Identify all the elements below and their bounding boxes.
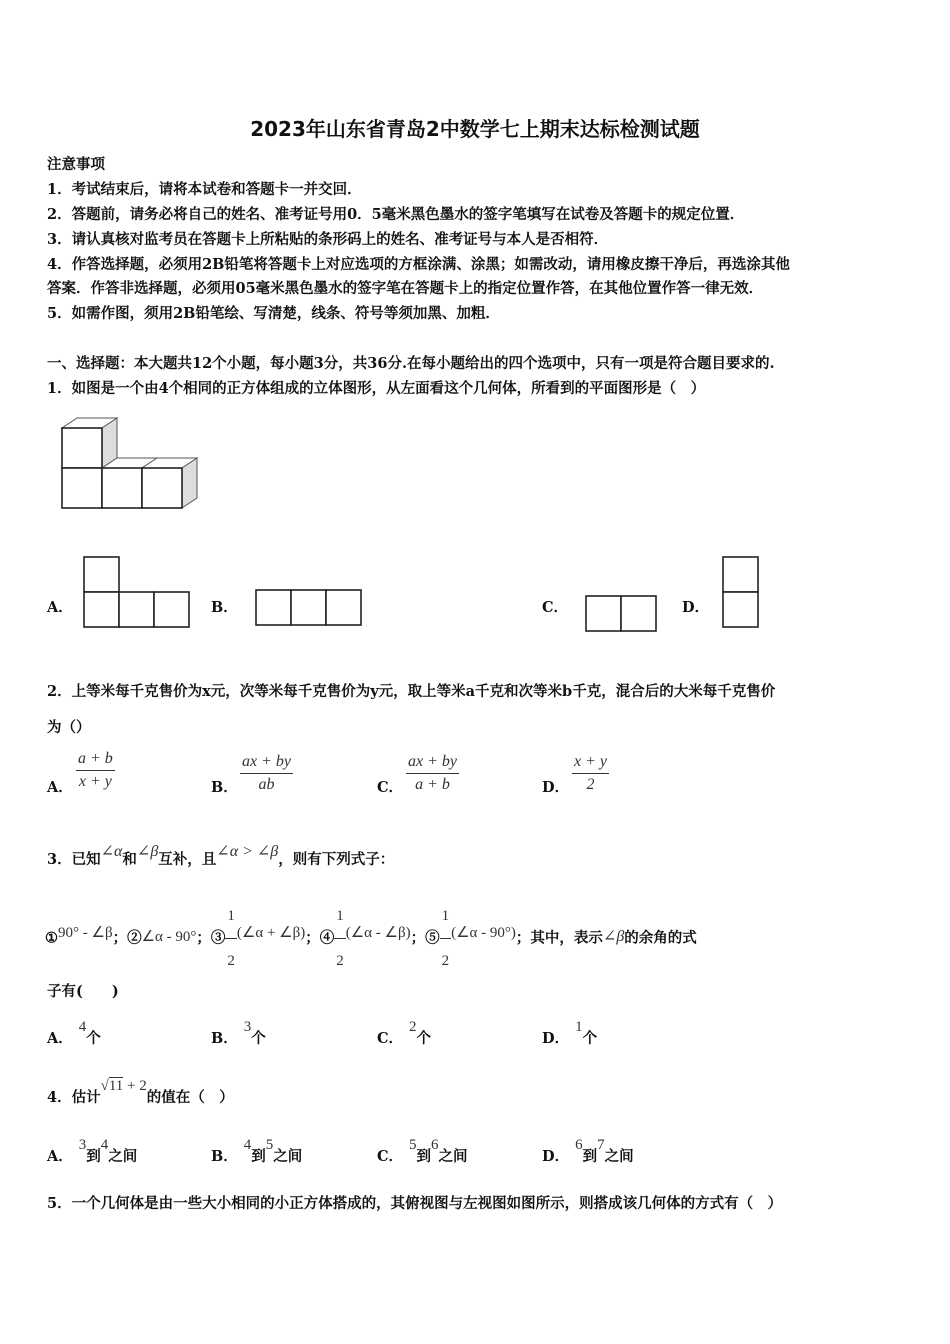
q4-stem-pre: 4．估计 — [47, 1089, 101, 1106]
q3-sep: ；② — [112, 929, 142, 947]
notice-item: 4．作答选择题，必须用2B铅笔将答题卡上对应选项的方框涂满、涂黑；如需改动，请用橡皮擦干净后，再选涂其他 — [47, 256, 790, 273]
q1-option-a-figure[interactable] — [82, 555, 194, 630]
q3-sep: ；⑤ — [410, 929, 440, 947]
range-between: 之间 — [108, 1148, 138, 1165]
q2-option-c[interactable] — [406, 753, 459, 794]
range-low: 3 — [78, 1137, 87, 1153]
section-heading: 一、选择题：本大题共12个小题，每小题3分，共36分.在每小题给出的四个选项中，只有一项是符合题目要求的. — [47, 355, 775, 372]
option-label: B． — [211, 1030, 238, 1047]
q3-expr-1-marker: ① — [45, 929, 58, 947]
q4-option-a[interactable] — [47, 1137, 138, 1166]
q3-mid: 互补，且 — [158, 851, 217, 868]
q3-sep: ；③ — [196, 929, 226, 947]
range-to: 到 — [251, 1148, 266, 1165]
q3-expr-5: (∠α - 90°) — [451, 924, 516, 941]
option-unit: 个 — [582, 1030, 598, 1047]
fraction-numerator: 1 — [225, 896, 237, 939]
q4-stem — [47, 1078, 234, 1107]
q4-option-d[interactable] — [542, 1137, 634, 1166]
notice-heading: 注意事项 — [47, 156, 105, 173]
q1-option-d-figure[interactable] — [721, 555, 761, 631]
range-low: 6 — [575, 1137, 583, 1153]
range-to: 到 — [416, 1148, 432, 1165]
range-to: 到 — [582, 1148, 598, 1165]
q4-expression — [101, 1078, 147, 1094]
fraction-denominator: ab — [258, 776, 275, 793]
sqrt-icon: √ — [100, 1078, 109, 1094]
q3-and: 和 — [122, 851, 137, 868]
q4-radicand: 11 — [108, 1078, 124, 1094]
fraction-numerator: ax + by — [406, 753, 459, 774]
q2-option-label: A． — [47, 779, 73, 796]
q2-option-a[interactable] — [76, 750, 115, 791]
q1-option-label: D． — [682, 599, 710, 616]
range-to: 到 — [86, 1148, 101, 1165]
notice-item: 2．答题前，请务必将自己的姓名、准考证号用0．5毫米黑色墨水的签字笔填写在试卷及答题卡的规定位置． — [47, 206, 745, 223]
range-high: 6 — [431, 1137, 439, 1153]
range-high: 7 — [597, 1137, 605, 1153]
q4-plus: + 2 — [127, 1078, 147, 1094]
q2-stem-cont: 为（） — [47, 719, 91, 736]
fraction-denominator: a + b — [415, 776, 450, 793]
q3-option-a[interactable] — [47, 1019, 101, 1048]
fraction-denominator: 2 — [586, 776, 595, 793]
q1-solid-figure — [55, 415, 210, 515]
option-label: A． — [47, 1148, 73, 1165]
option-unit: 个 — [86, 1030, 101, 1047]
q1-option-label: C． — [542, 599, 569, 616]
fraction-numerator: ax + by — [240, 753, 293, 774]
option-number: 1 — [575, 1019, 583, 1035]
q1-option-label: A． — [47, 599, 73, 616]
option-unit: 个 — [251, 1030, 266, 1047]
q3-stem-pre: 3．已知 — [47, 851, 101, 868]
q3-stem-cont: 子有( ) — [47, 983, 119, 1000]
range-between: 之间 — [273, 1148, 303, 1165]
q3-post: ，则有下列式子： — [278, 851, 395, 868]
option-unit: 个 — [416, 1030, 432, 1047]
fraction-numerator: a + b — [76, 750, 115, 771]
option-label: D． — [542, 1030, 570, 1047]
q3-beta: ∠β — [136, 843, 159, 860]
range-low: 5 — [409, 1137, 417, 1153]
fraction-numerator: 1 — [440, 896, 452, 939]
q3-stem — [47, 843, 395, 869]
q3-sep: ；④ — [305, 929, 335, 947]
q1-option-label: B． — [211, 599, 238, 616]
range-high: 5 — [265, 1137, 274, 1153]
range-between: 之间 — [438, 1148, 468, 1165]
q3-condition: ∠α > ∠β — [216, 843, 279, 860]
range-high: 4 — [100, 1137, 109, 1153]
q3-tail-beta: ∠β — [602, 927, 625, 945]
q2-option-label: B． — [211, 779, 238, 796]
q5-stem: 5．一个几何体是由一些大小相同的小正方体搭成的，其俯视图与左视图如图所示，则搭成该几何体的方式有（ ） — [47, 1195, 783, 1212]
notice-item: 答案．作答非选择题，必须用05毫米黑色墨水的签字笔在答题卡上的指定位置作答，在其他位置作答一律无效． — [47, 280, 764, 297]
option-number: 4 — [78, 1019, 87, 1035]
q3-option-b[interactable] — [211, 1019, 266, 1048]
notice-item: 5．如需作图，须用2B铅笔绘、写清楚，线条、符号等须加黑、加粗． — [47, 305, 500, 322]
option-number: 3 — [243, 1019, 252, 1035]
q2-option-label: D． — [542, 779, 570, 796]
q1-stem: 1．如图是一个由4个相同的正方体组成的立体图形，从左面看这个几何体，所看到的平面图形是（ ） — [47, 380, 706, 397]
q2-option-b[interactable] — [240, 753, 293, 794]
q3-tail-2: 的余角的式 — [624, 929, 697, 947]
q3-option-d[interactable] — [542, 1019, 598, 1048]
option-label: C． — [377, 1030, 404, 1047]
notice-item: 1．考试结束后，请将本试卷和答题卡一并交回． — [47, 181, 362, 198]
q1-option-c-figure[interactable] — [584, 594, 660, 634]
option-label: D． — [542, 1148, 570, 1165]
notice-item: 3．请认真核对监考员在答题卡上所粘贴的条形码上的姓名、准考证号与本人是否相符． — [47, 231, 609, 248]
page-title: 2023年山东省青岛2中数学七上期末达标检测试题 — [250, 117, 700, 141]
option-label: B． — [211, 1148, 238, 1165]
fraction-denominator: 2 — [336, 953, 344, 969]
q3-expr-2: ∠α - 90° — [141, 928, 197, 945]
q3-tail: ；其中，表示 — [515, 929, 603, 947]
option-label: A． — [47, 1030, 73, 1047]
range-between: 之间 — [604, 1148, 634, 1165]
q3-expr-4: (∠α - ∠β) — [345, 924, 411, 941]
option-label: C． — [377, 1148, 404, 1165]
range-low: 4 — [243, 1137, 252, 1153]
q3-alpha: ∠α — [100, 843, 123, 860]
q2-stem: 2．上等米每千克售价为x元，次等米每千克售价为y元，取上等米a千克和次等米b千克，混合后的大米每千克售价 — [47, 683, 776, 700]
q2-option-d[interactable] — [572, 753, 609, 794]
q1-option-b-figure[interactable] — [254, 588, 364, 628]
q3-expressions — [45, 896, 697, 981]
q4-option-b[interactable] — [211, 1137, 303, 1166]
fraction-numerator: 1 — [334, 896, 346, 939]
q4-stem-tail: 的值在（ ） — [146, 1089, 234, 1106]
q4-option-c[interactable] — [377, 1137, 468, 1166]
q3-option-c[interactable] — [377, 1019, 432, 1048]
q2-option-label: C． — [377, 779, 404, 796]
option-number: 2 — [409, 1019, 417, 1035]
fraction-denominator: 2 — [441, 953, 450, 969]
q3-expr-1: 90° - ∠β — [58, 924, 113, 941]
fraction-denominator: x + y — [78, 773, 112, 790]
fraction-numerator: x + y — [572, 753, 609, 774]
fraction-denominator: 2 — [227, 953, 235, 969]
q3-expr-3: (∠α + ∠β) — [236, 924, 306, 941]
